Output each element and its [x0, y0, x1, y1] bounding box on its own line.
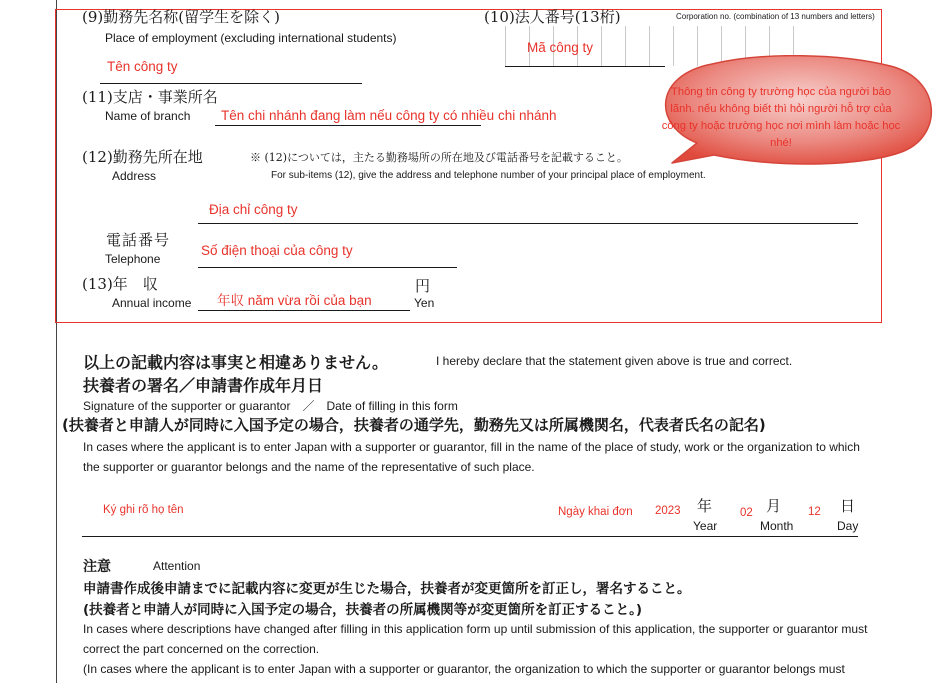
corporation-number-underline — [505, 66, 665, 67]
signature-date-jp: 扶養者の署名／申請書作成年月日 — [83, 376, 324, 395]
day-value[interactable]: 12 — [808, 506, 821, 518]
corporation-number-note: Corporation no. (combination of 13 numbers and letters) — [676, 12, 875, 21]
month-en-label: Month — [760, 519, 794, 533]
address-note-en: For sub-items (12), give the address and telephone number of your principal place of employment. — [271, 170, 706, 181]
attention-en-line1: In cases where descriptions have changed after filling in this application form up until submission of this application, the supporter or guarantor must — [83, 622, 868, 636]
address-en-label: Address — [112, 169, 157, 183]
yen-en-label: Yen — [414, 296, 435, 310]
signature-date-en: Signature of the supporter or guarantor ／ Date of filling in this form — [83, 399, 458, 413]
annual-income-underline — [198, 310, 410, 311]
year-jp-label: 年 — [697, 497, 713, 515]
corporation-number-answer[interactable]: Mã công ty — [527, 40, 594, 55]
callout-text: Thông tin công ty trường học của người bảo lãnh. nếu không biết thì hỏi người hỗ trợ của công ty hoặc trường học nơi mình làm hoặc học nhé! — [661, 86, 901, 149]
year-en-label: Year — [693, 519, 718, 533]
telephone-underline — [198, 267, 457, 268]
month-value[interactable]: 02 — [740, 507, 753, 519]
address-answer[interactable]: Địa chỉ công ty — [209, 202, 298, 217]
attention-jp-line2: (扶養者と申請人が同時に入国予定の場合，扶養者の所属機関等が変更箇所を訂正すること。) — [83, 602, 643, 618]
branch-underline — [215, 125, 481, 126]
annual-income-jp-label: (13)年 収 — [82, 275, 158, 293]
address-underline — [198, 223, 858, 224]
corporation-number-jp-label: (10)法人番号(13桁) — [484, 8, 621, 26]
telephone-answer[interactable]: Số điện thoại của công ty — [201, 243, 353, 258]
case-note-jp: (扶養者と申請人が同時に入国予定の場合，扶養者の通学先，勤務先又は所属機関名，代表者氏名の記名) — [62, 416, 766, 434]
employer-name-answer[interactable]: Tên công ty — [107, 59, 178, 74]
telephone-en-label: Telephone — [105, 252, 161, 266]
attention-jp-line1: 申請書作成後申請までに記載内容に変更が生じた場合，扶養者が変更箇所を訂正し，署名すること。 — [83, 581, 691, 597]
branch-answer[interactable]: Tên chi nhánh đang làm nếu công ty có nhiều chi nhánh — [221, 108, 557, 123]
declaration-jp: 以上の記載内容は事実と相違ありません。 — [83, 353, 388, 372]
annual-income-answer[interactable]: 年収 năm vừa rồi của bạn — [217, 293, 372, 308]
attention-en-line3: (In cases where the applicant is to enter Japan with a supporter or guarantor, the organization to which the supporter or guarantor belongs must — [83, 662, 845, 676]
attention-en-line2: correct the part concerned on the correction. — [83, 642, 320, 656]
yen-jp-label: 円 — [415, 277, 431, 295]
day-en-label: Day — [837, 519, 859, 533]
address-note-jp: ※ (12)については，主たる勤務場所の所在地及び電話番号を記載すること。 — [250, 151, 628, 164]
address-jp-label: (12)勤務先所在地 — [82, 148, 203, 166]
month-jp-label: 月 — [766, 497, 782, 515]
employer-name-en-label: Place of employment (excluding international students) — [105, 31, 397, 45]
signature-underline — [82, 536, 858, 537]
telephone-jp-label: 電話番号 — [106, 231, 171, 249]
day-jp-label: 日 — [840, 497, 856, 515]
branch-en-label: Name of branch — [105, 109, 191, 123]
attention-jp-title: 注意 — [83, 559, 111, 575]
attention-en-title: Attention — [153, 559, 201, 573]
employer-name-jp-label: (9)勤務先名称(留学生を除く) — [82, 8, 280, 26]
annual-income-en-label: Annual income — [112, 296, 192, 310]
case-note-en-line1: In cases where the applicant is to enter Japan with a supporter or guarantor, fill in the name of the place of study, work or the organization to which — [83, 440, 860, 454]
signature-hint[interactable]: Ký ghi rõ họ tên — [103, 504, 184, 516]
date-hint: Ngày khai đơn — [558, 506, 633, 518]
case-note-en-line2: the supporter or guarantor belongs and the name of the representative of such place. — [83, 460, 535, 474]
declaration-en: I hereby declare that the statement given above is true and correct. — [436, 354, 793, 368]
employer-name-underline — [100, 83, 362, 84]
year-value[interactable]: 2023 — [655, 505, 681, 517]
branch-jp-label: (11)支店・事業所名 — [82, 88, 218, 106]
